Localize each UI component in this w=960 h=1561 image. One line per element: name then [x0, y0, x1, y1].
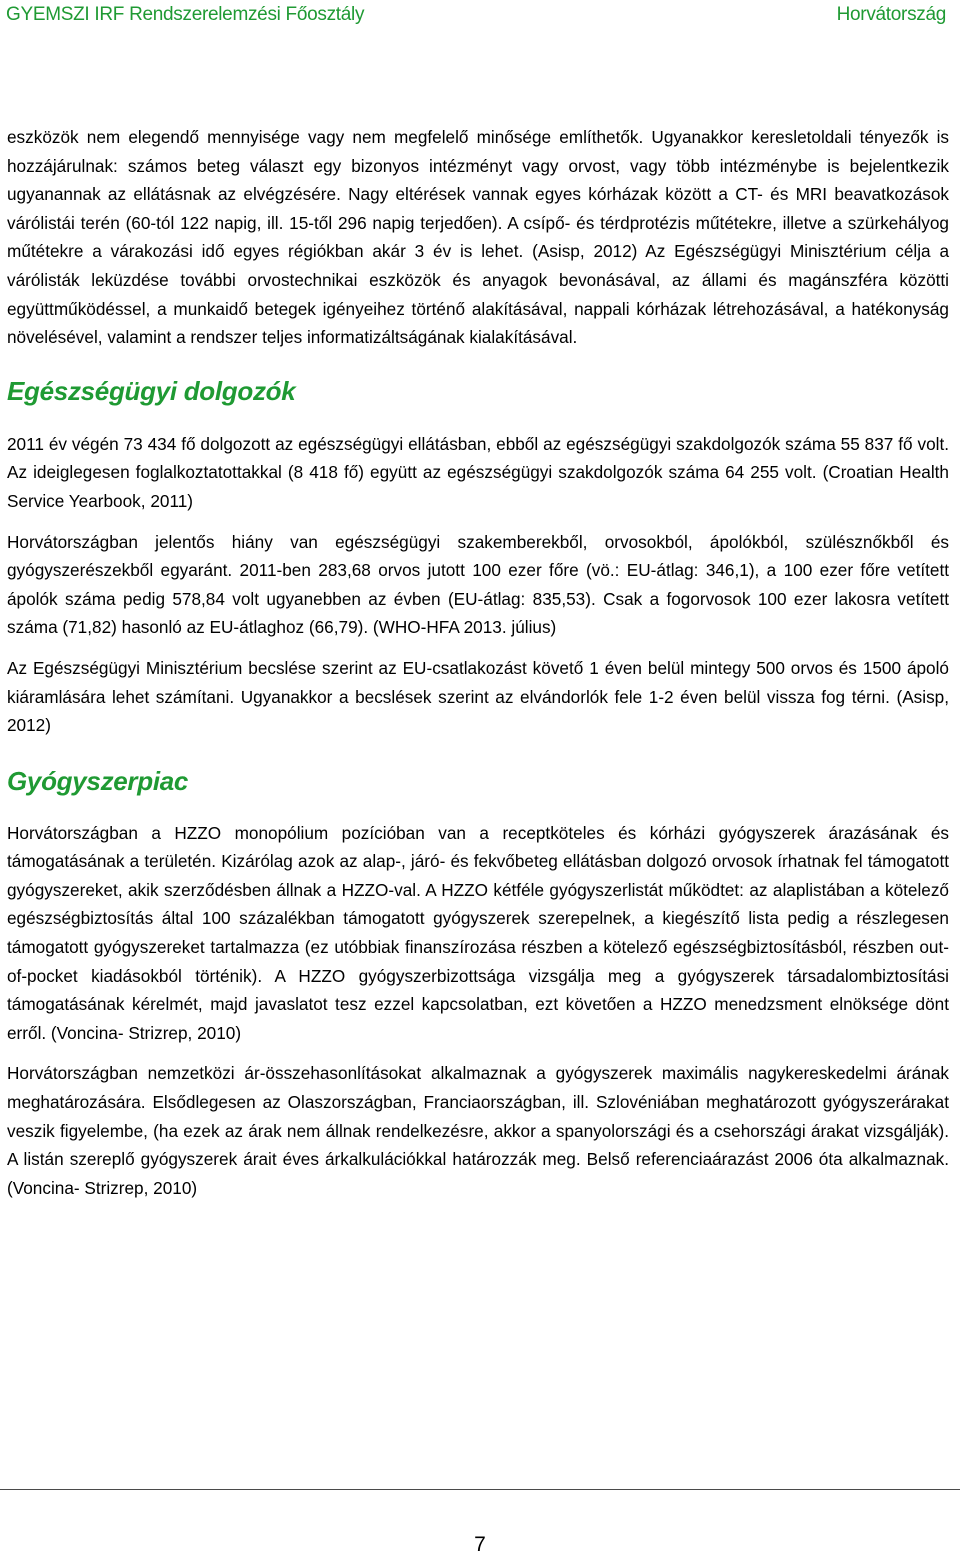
paragraph-price-comparison: Horvátországban nemzetközi ár-összehasonlításokat alkalmaznak a gyógyszerek maximális nagykereskedelmi árának meghatározására. Elsődlegesen az Olaszországban, Franciaországban, ill. Szlovéniában meghatározott gyógyszerárakat veszik figyelembe, (ha ezek az árak nem állnak rendelkezésre, akkor a spanyolországi és a csehországi árakat vizsgálják). A listán szereplő gyógyszerek árait éves árkalkulációkkal határozzák meg. Belső referenciaárazást 2006 óta alkalmaznak. (Voncina- Strizrep, 2010) [7, 1063, 949, 1198]
paragraph-workforce-numbers: 2011 év végén 73 434 fő dolgozott az egészségügyi ellátásban, ebből az egészségügyi szakdolgozók száma 55 837 fő volt. Az ideiglegesen foglalkoztatottakkal (8 418 fő) együtt az egészségügyi szakdolgozók száma 64 255 volt. (Croatian Health Service Yearbook, 2011) [7, 433, 949, 511]
header-country: Horvátország [836, 4, 946, 25]
header-organization: GYEMSZI IRF Rendszerelemzési Főosztály [6, 4, 365, 25]
footer-divider [0, 1489, 960, 1490]
paragraph-emigration-estimate: Az Egészségügyi Minisztérium becslése szerint az EU-csatlakozást követő 1 éven belül mintegy 500 orvos és 1500 ápoló kiáramlására lehet számítani. Ugyanakkor a becslések szerint az elvándorlók fele 1-2 éven belül vissza fog térni. (Asisp, 2012) [7, 657, 949, 736]
paragraph-waiting-lists: eszközök nem elegendő mennyisége vagy nem megfelelő minősége említhetők. Ugyanakkor keresletoldali tényezők is hozzájárulnak: számos beteg választ egy bizonyos intézményt vagy orvost, vagy több intézménybe is bejelentkezik ugyanannak az ellátásnak az elvégzésére. Nagy eltérések vannak egyes kórházak között a CT- és MRI beavatkozások várólistái terén (60-tól 122 napig, ill. 15-től 296 napig terjedően). A csípő- és térdprotézis műtétekre, illetve a szürkehályog műtétekre a várakozási idő egyes régiókban akár 3 év is lehet. (Asisp, 2012) Az Egészségügyi Minisztérium célja a várólisták leküzdése további orvostechnikai eszközök és anyagok bevonásával, az állami és magánszféra közötti együttműködéssel, a munkaidő betegek igényeihez történő alakításával, nappali kórházak létrehozásával, a hatékonyság növelésével, valamint a rendszer teljes informatizáltságának kialakításával. [7, 127, 949, 348]
paragraph-workforce-shortage: Horvátországban jelentős hiány van egészségügyi szakemberekből, orvosokból, ápolókból, szülésznőkből és gyógyszerészekből egyaránt. 2011-ben 283,68 orvos jutott 100 ezer főre (vö.: EU-átlag: 346,1), a 100 ezer főre vetített ápolók száma pedig 578,84 volt ugyanebben az évben (EU-átlag: 835,53). Csak a fogorvosok 100 ezer lakosra vetített száma (71,82) hasonló az EU-átlaghoz (66,79). (WHO-HFA 2013. július) [7, 531, 949, 638]
page-number: 7 [474, 1533, 486, 1556]
section-heading-health-workers: Egészségügyi dolgozók [7, 375, 296, 406]
page-header [0, 0, 960, 34]
document-body [7, 123, 949, 1202]
paragraph-hzzo-monopoly: Horvátországban a HZZO monopólium pozícióban van a receptköteles és kórházi gyógyszerek árazásának és támogatásának a területén. Kizárólag azok az alap-, járó- és fekvőbeteg ellátásban dolgozó orvosok írhatnak fel támogatott gyógyszereket, akik szerződésben állnak a HZZO-val. A HZZO kétféle gyógyszerlistát működtet: az alaplistában a kötelező egészségbiztosítás által 100 százalékban támogatott gyógyszerek szerepelnek, a kiegészítő lista pedig a részlegesen támogatott gyógyszereket tartalmazza (ez utóbbiak finanszírozása részben a kötelező egészségbiztosításból, részben out-of-pocket kiadásokból történik). A HZZO gyógyszerbizottsága vizsgálja meg a gyógyszerek társadalombiztosítási támogatásának kérelmét, majd javaslatot tesz ezzel kapcsolatban, ezt követően a HZZO menedzsment elnöksége dönt erről. (Voncina- Strizrep, 2010) [7, 822, 949, 1043]
section-heading-pharma-market: Gyógyszerpiac [7, 765, 189, 796]
